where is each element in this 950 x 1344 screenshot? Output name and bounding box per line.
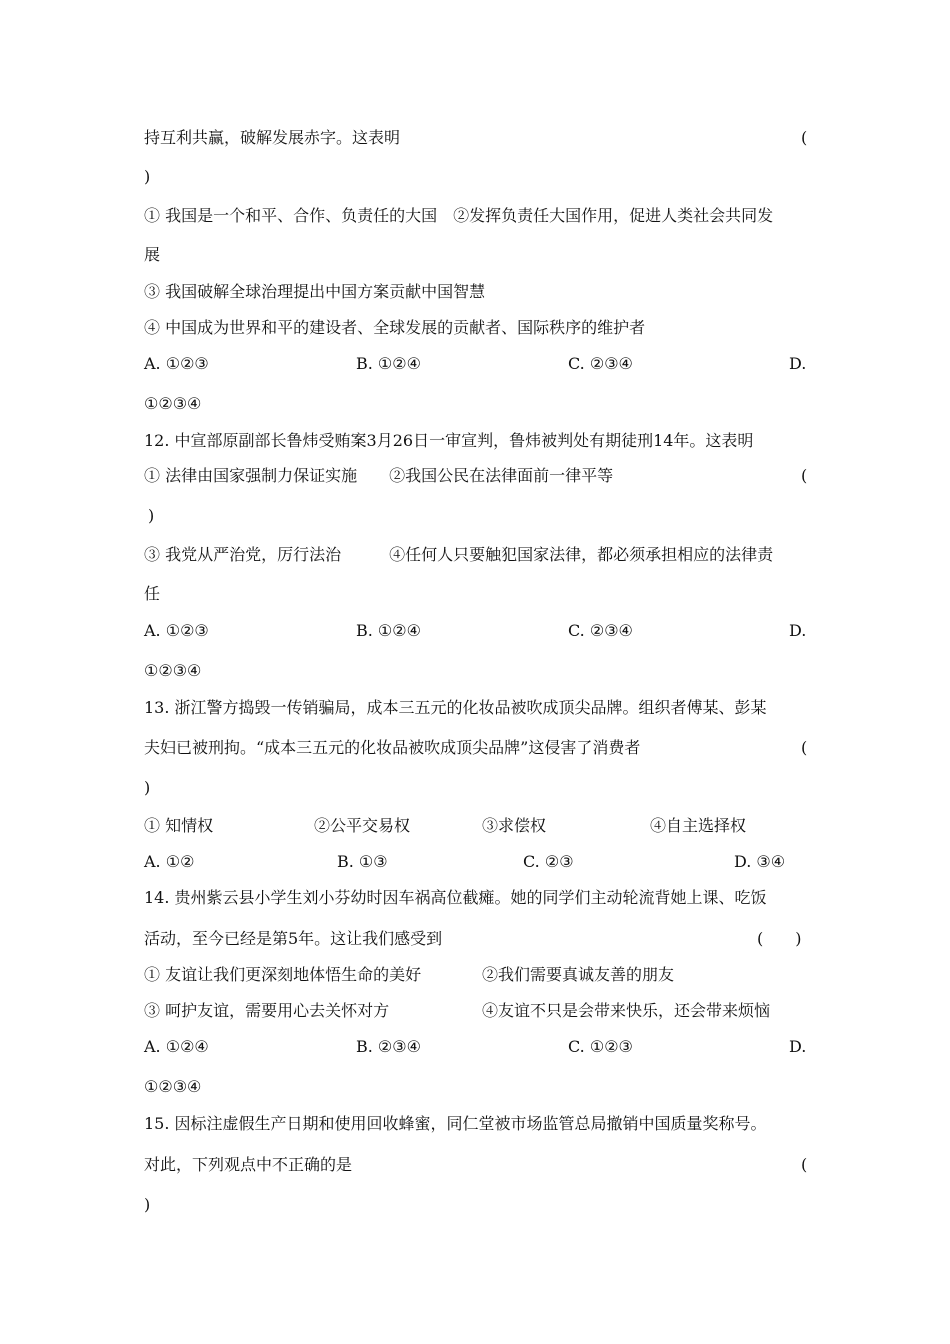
q14-stem-line-1: 14. 贵州紫云县小学生刘小芬幼时因车祸高位截瘫。她的同学们主动轮流背她上课、吃饭 bbox=[144, 888, 767, 907]
q11-choice-b: B. ①②④ bbox=[356, 354, 421, 373]
q13-option-2: ②公平交易权 bbox=[314, 816, 411, 835]
q14-choice-d-value: ①②③④ bbox=[144, 1077, 202, 1096]
q15-answer-paren-close: ) bbox=[144, 1195, 151, 1214]
q12-choice-c: C. ②③④ bbox=[568, 621, 633, 640]
q13-stem-line-1: 13. 浙江警方捣毁一传销骗局，成本三五元的化妆品被吹成顶尖品牌。组织者傅某、彭某 bbox=[144, 698, 767, 717]
q11-choice-d: D. bbox=[789, 354, 807, 373]
q12-answer-paren-open: ( bbox=[801, 466, 808, 485]
q13-stem-line-2: 夫妇已被刑拘。“成本三五元的化妆品被吹成顶尖品牌”这侵害了消费者 bbox=[144, 738, 641, 757]
q11-option-2-wrap: 展 bbox=[144, 245, 161, 264]
q13-answer-paren-close: ) bbox=[144, 778, 151, 797]
q12-option-4-wrap: 任 bbox=[144, 584, 161, 603]
q11-choice-a: A. ①②③ bbox=[144, 354, 209, 373]
q12-choice-d-value: ①②③④ bbox=[144, 661, 202, 680]
q11-choice-c: C. ②③④ bbox=[568, 354, 633, 373]
q13-choice-b: B. ①③ bbox=[337, 852, 388, 871]
q14-choice-a: A. ①②④ bbox=[144, 1037, 209, 1056]
q14-option-2: ②我们需要真诚友善的朋友 bbox=[482, 965, 675, 984]
q14-choice-c: C. ①②③ bbox=[568, 1037, 633, 1056]
q15-stem-line-2: 对此，下列观点中不正确的是 bbox=[144, 1155, 353, 1174]
q11-answer-paren-open: ( bbox=[801, 128, 808, 147]
q12-choice-a: A. ①②③ bbox=[144, 621, 209, 640]
q13-answer-paren-open: ( bbox=[801, 738, 808, 757]
q14-choice-b: B. ②③④ bbox=[356, 1037, 421, 1056]
q11-choice-d-value: ①②③④ bbox=[144, 394, 202, 413]
q12-choice-b: B. ①②④ bbox=[356, 621, 421, 640]
q12-options-3-4: ③ 我党从严治党，厉行法治 ④任何人只要触犯国家法律，都必须承担相应的法律责 bbox=[144, 545, 774, 564]
q14-option-3: ③ 呵护友谊，需要用心去关怀对方 bbox=[144, 1001, 390, 1020]
q11-options-1-2: ① 我国是一个和平、合作、负责任的大国 ②发挥负责任大国作用，促进人类社会共同发 bbox=[144, 206, 774, 225]
q13-choice-a: A. ①② bbox=[144, 852, 195, 871]
q12-stem: 12. 中宣部原副部长鲁炜受贿案3月26日一审宣判，鲁炜被判处有期徒刑14年。这表明 bbox=[144, 431, 754, 450]
q13-option-3: ③求偿权 bbox=[482, 816, 547, 835]
q14-option-4: ④友谊不只是会带来快乐，还会带来烦恼 bbox=[482, 1001, 771, 1020]
q11-stem-tail: 持互利共赢，破解发展赤字。这表明 bbox=[144, 128, 401, 147]
q13-option-4: ④自主选择权 bbox=[650, 816, 747, 835]
q12-answer-paren-close: ) bbox=[148, 506, 155, 525]
q13-option-1: ① 知情权 bbox=[144, 816, 214, 835]
q12-choice-d: D. bbox=[789, 621, 807, 640]
q11-option-3: ③ 我国破解全球治理提出中国方案贡献中国智慧 bbox=[144, 282, 486, 301]
q11-option-4: ④ 中国成为世界和平的建设者、全球发展的贡献者、国际秩序的维护者 bbox=[144, 318, 646, 337]
q14-option-1: ① 友谊让我们更深刻地体悟生命的美好 bbox=[144, 965, 422, 984]
q13-choice-d: D. ③④ bbox=[734, 852, 786, 871]
q11-answer-paren-close: ) bbox=[144, 167, 151, 186]
q12-options-1-2: ① 法律由国家强制力保证实施 ②我国公民在法律面前一律平等 bbox=[144, 466, 614, 485]
q14-choice-d: D. bbox=[789, 1037, 807, 1056]
q13-choice-c: C. ②③ bbox=[523, 852, 574, 871]
q15-answer-paren-open: ( bbox=[801, 1155, 808, 1174]
q14-stem-line-2: 活动，至今已经是第5年。这让我们感受到 bbox=[144, 929, 443, 948]
q15-stem-line-1: 15. 因标注虚假生产日期和使用回收蜂蜜，同仁堂被市场监管总局撤销中国质量奖称号。 bbox=[144, 1114, 767, 1133]
q14-answer-paren: ( ) bbox=[757, 929, 802, 948]
